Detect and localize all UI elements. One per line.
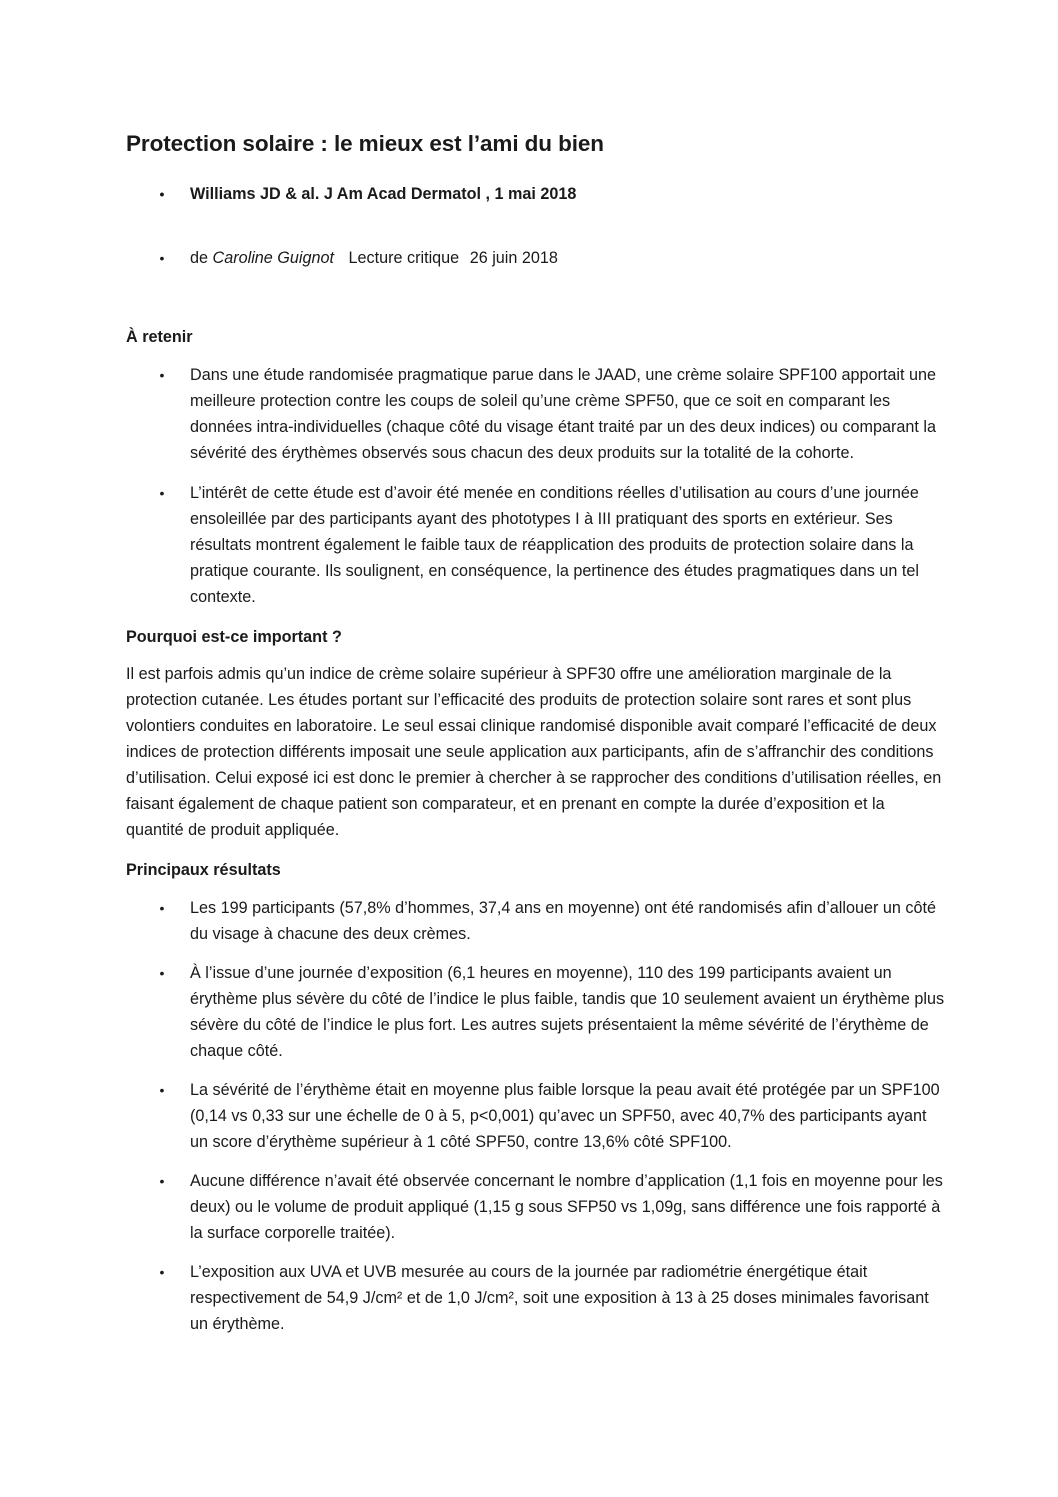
author-date: 26 juin 2018 xyxy=(469,249,558,267)
list-item-text: Les 199 participants (57,8% d’hommes, 37,4 ans en moyenne) ont été randomisés afin d’allouer un côté du visage à chacune des deux crèmes. xyxy=(190,899,936,943)
document-title: Protection solaire : le mieux est l’ami du bien xyxy=(126,131,604,156)
reference-text: Williams JD & al. J Am Acad Dermatol , 1 mai 2018 xyxy=(190,185,577,203)
list-item xyxy=(126,1168,946,1246)
section-heading-retenir: À retenir xyxy=(126,328,193,346)
bullet-icon: • xyxy=(159,250,165,266)
list-item-text: L’exposition aux UVA et UVB mesurée au cours de la journée par radiométrie énergétique était respectivement de 54,9 J/cm² et de 1,0 J/cm², soit une exposition à 13 à 25 doses minimales favorisant un érythème. xyxy=(190,1263,929,1333)
list-item xyxy=(126,895,946,947)
list-item-text: La sévérité de l’érythème était en moyenne plus faible lorsque la peau avait été protégée par un SPF100 (0,14 vs 0,33 sur une échelle de 0 à 5, p<0,001) qu’avec un SPF50, avec 40,7% des participants ayant un score d’érythème supérieur à 1 côté SPF50, contre 13,6% côté SPF100. xyxy=(190,1081,940,1151)
author-item xyxy=(126,245,946,271)
section-heading-pourquoi: Pourquoi est-ce important ? xyxy=(126,628,342,646)
bullet-icon: • xyxy=(159,485,165,501)
bullet-icon: • xyxy=(159,186,165,202)
list-item-text: À l’issue d’une journée d’exposition (6,1 heures en moyenne), 110 des 199 participants avaient un érythème plus sévère du côté de l’indice le plus faible, tandis que 10 seulement avaient un érythème plus sévère du côté de l’indice le plus fort. Les autres sujets présentaient la même sévérité de l’érythème de chaque côté. xyxy=(190,964,945,1060)
list-item xyxy=(126,960,946,1064)
author-section: Lecture critique xyxy=(348,249,460,267)
resultats-list xyxy=(126,895,946,1337)
bullet-icon: • xyxy=(159,900,165,916)
list-item xyxy=(126,1077,946,1155)
bullet-icon: • xyxy=(159,367,165,383)
retenir-list xyxy=(126,362,946,610)
bullet-icon: • xyxy=(159,1264,165,1280)
list-item xyxy=(126,1259,946,1337)
list-item xyxy=(126,480,946,610)
author-prefix: de xyxy=(190,249,209,267)
author-name: Caroline Guignot xyxy=(212,249,334,267)
list-item xyxy=(126,362,946,466)
pourquoi-paragraph: Il est parfois admis qu’un indice de crème solaire supérieur à SPF30 offre une amélioration marginale de la protection cutanée. Les études portant sur l’efficacité des produits de protection solaire sont rares et sont plus volontiers conduites en laboratoire. Le seul essai clinique randomisé disponible avait comparé l’efficacité de deux indices de protection différents imposait une seule application aux participants, afin de s’affranchir des conditions d’utilisation. Celui exposé ici est donc le premier à chercher à se rapprocher des conditions d’utilisation réelles, en faisant également de chaque patient son comparateur, et en prenant en compte la durée d’exposition et la quantité de produit appliquée. xyxy=(126,665,942,839)
list-item-text: L’intérêt de cette étude est d’avoir été menée en conditions réelles d’utilisation au cours d’une journée ensoleillée par des participants ayant des phototypes I à III pratiquant des sports en extérieur. Ses résultats montrent également le faible taux de réapplication des produits de protection solaire dans la pratique courante. Ils soulignent, en conséquence, la pertinence des études pragmatiques dans un tel contexte. xyxy=(190,484,919,606)
bullet-icon: • xyxy=(159,1082,165,1098)
article-meta-list xyxy=(126,181,946,271)
list-item-text: Aucune différence n’avait été observée concernant le nombre d’application (1,1 fois en moyenne pour les deux) ou le volume de produit appliqué (1,15 g sous SFP50 vs 1,09g, sans différence une fois rapporté à la surface corporelle traitée). xyxy=(190,1172,943,1242)
bullet-icon: • xyxy=(159,965,165,981)
bullet-icon: • xyxy=(159,1173,165,1189)
document-content xyxy=(126,128,946,1337)
section-heading-resultats: Principaux résultats xyxy=(126,861,281,879)
reference-item xyxy=(126,181,946,207)
list-item-text: Dans une étude randomisée pragmatique parue dans le JAAD, une crème solaire SPF100 apportait une meilleure protection contre les coups de soleil qu’une crème SPF50, que ce soit en comparant les données intra-individuelles (chaque côté du visage étant traité par un des deux indices) ou comparant la sévérité des érythèmes observés sous chacun des deux produits sur la totalité de la cohorte. xyxy=(190,366,936,462)
